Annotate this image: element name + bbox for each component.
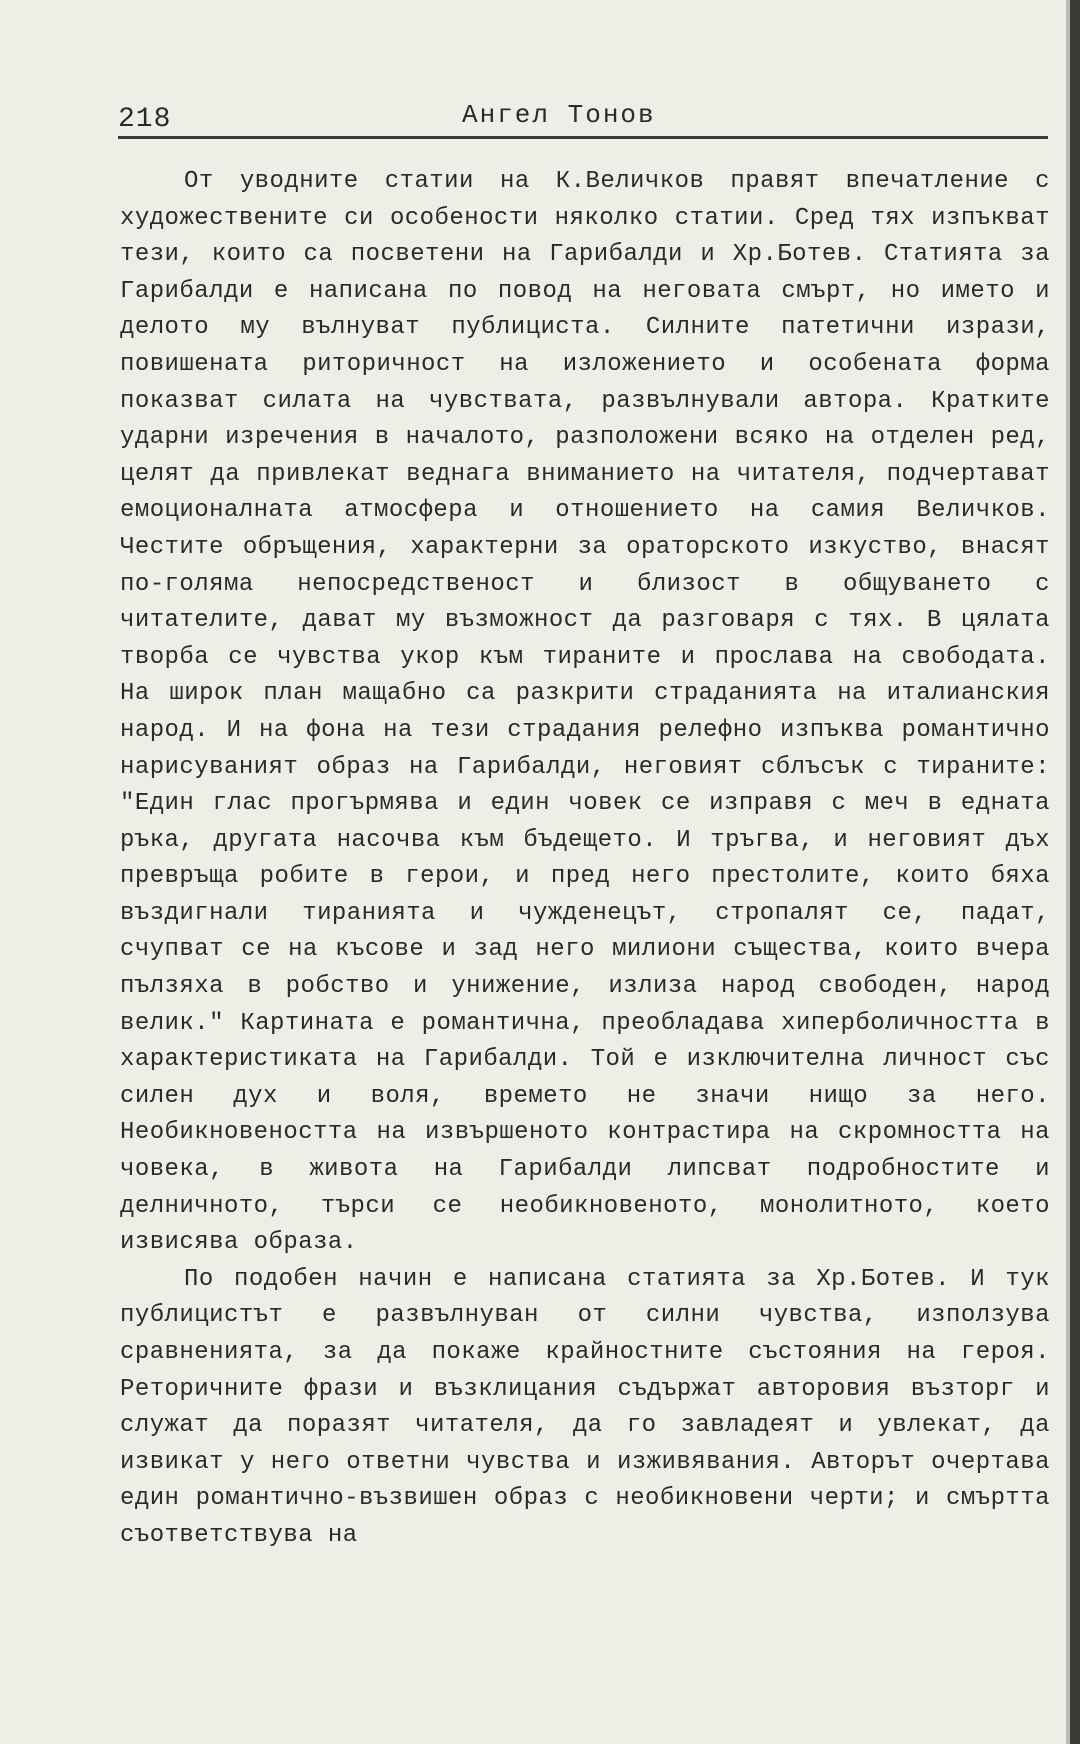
header-rule (118, 136, 1048, 139)
paragraph-1: От уводните статии на К.Величков правят впечатление с художествените си особености няколко статии. Сред тях изпъкват тези, които са посветени на Гарибалди и Хр.Ботев. Статията за Гарибалди е написана по повод на неговата смърт, но името и делото му вълнуват публициста. Силните патетични изрази, повишената риторичност на изложението и особената форма показват силата на чувствата, развълнували автора. Кратките ударни изречения в началото, разположени всяко на отделен ред, целят да привлекат веднага вниманието на читателя, подчертават емоционалната атмосфера и отношението на самия Величков. Честите обръщения, характерни за ораторското изкуство, внасят по-голяма непосредственост и близост в общуването с читателите, дават му възможност да разговаря с тях. В цялата творба се чувства укор към тираните и прослава на свободата. На широк план мащабно са разкрити страданията на италианския народ. И на фона на тези страдания релефно изпъква романтично нарисуваният образ на Гарибалди, неговият сблъсък с тираните: "Един глас прогърмява и един човек се изправя с меч в едната ръка, другата насочва към бъдещето. И тръгва, и неговият дъх превръща робите в герои, и пред него престолите, които бяха въздигнали тиранията и чужденецът, стропалят се, падат, счупват се на късове и зад него милиони същества, които вчера пълзяха в робство и унижение, излиза народ свободен, народ велик." Картината е романтична, преобладава хиперболичността в характеристиката на Гарибалди. Той е изключителна личност със силен дух и воля, времето не значи нищо за него. Необикновеността на извършеното контрастира на скромността на човека, в живота на Гарибалди липсват подробностите и делничното, търси се необикновеното, монолитното, което извисява образа. (120, 168, 1050, 1257)
page-edge (1070, 0, 1080, 1744)
running-title: Ангел Тонов (462, 100, 656, 130)
page-header (118, 100, 1048, 140)
page-number: 218 (118, 104, 172, 135)
paragraph-2: По подобен начин е написана статията за Хр.Ботев. И тук публицистът е развълнуван от силни чувства, използува сравненията, за да покаже крайностните състояния на героя. Реторичните фрази и възклицания съдържат авторовия възторг и служат да поразят читателя, да го завладеят и увлекат, да извикат у него ответни чувства и изживявания. Авторът очертава един романтично-възвишен образ с необикновени черти; и смъртта съответствува на (120, 1265, 1050, 1549)
body-text (120, 164, 1050, 1555)
